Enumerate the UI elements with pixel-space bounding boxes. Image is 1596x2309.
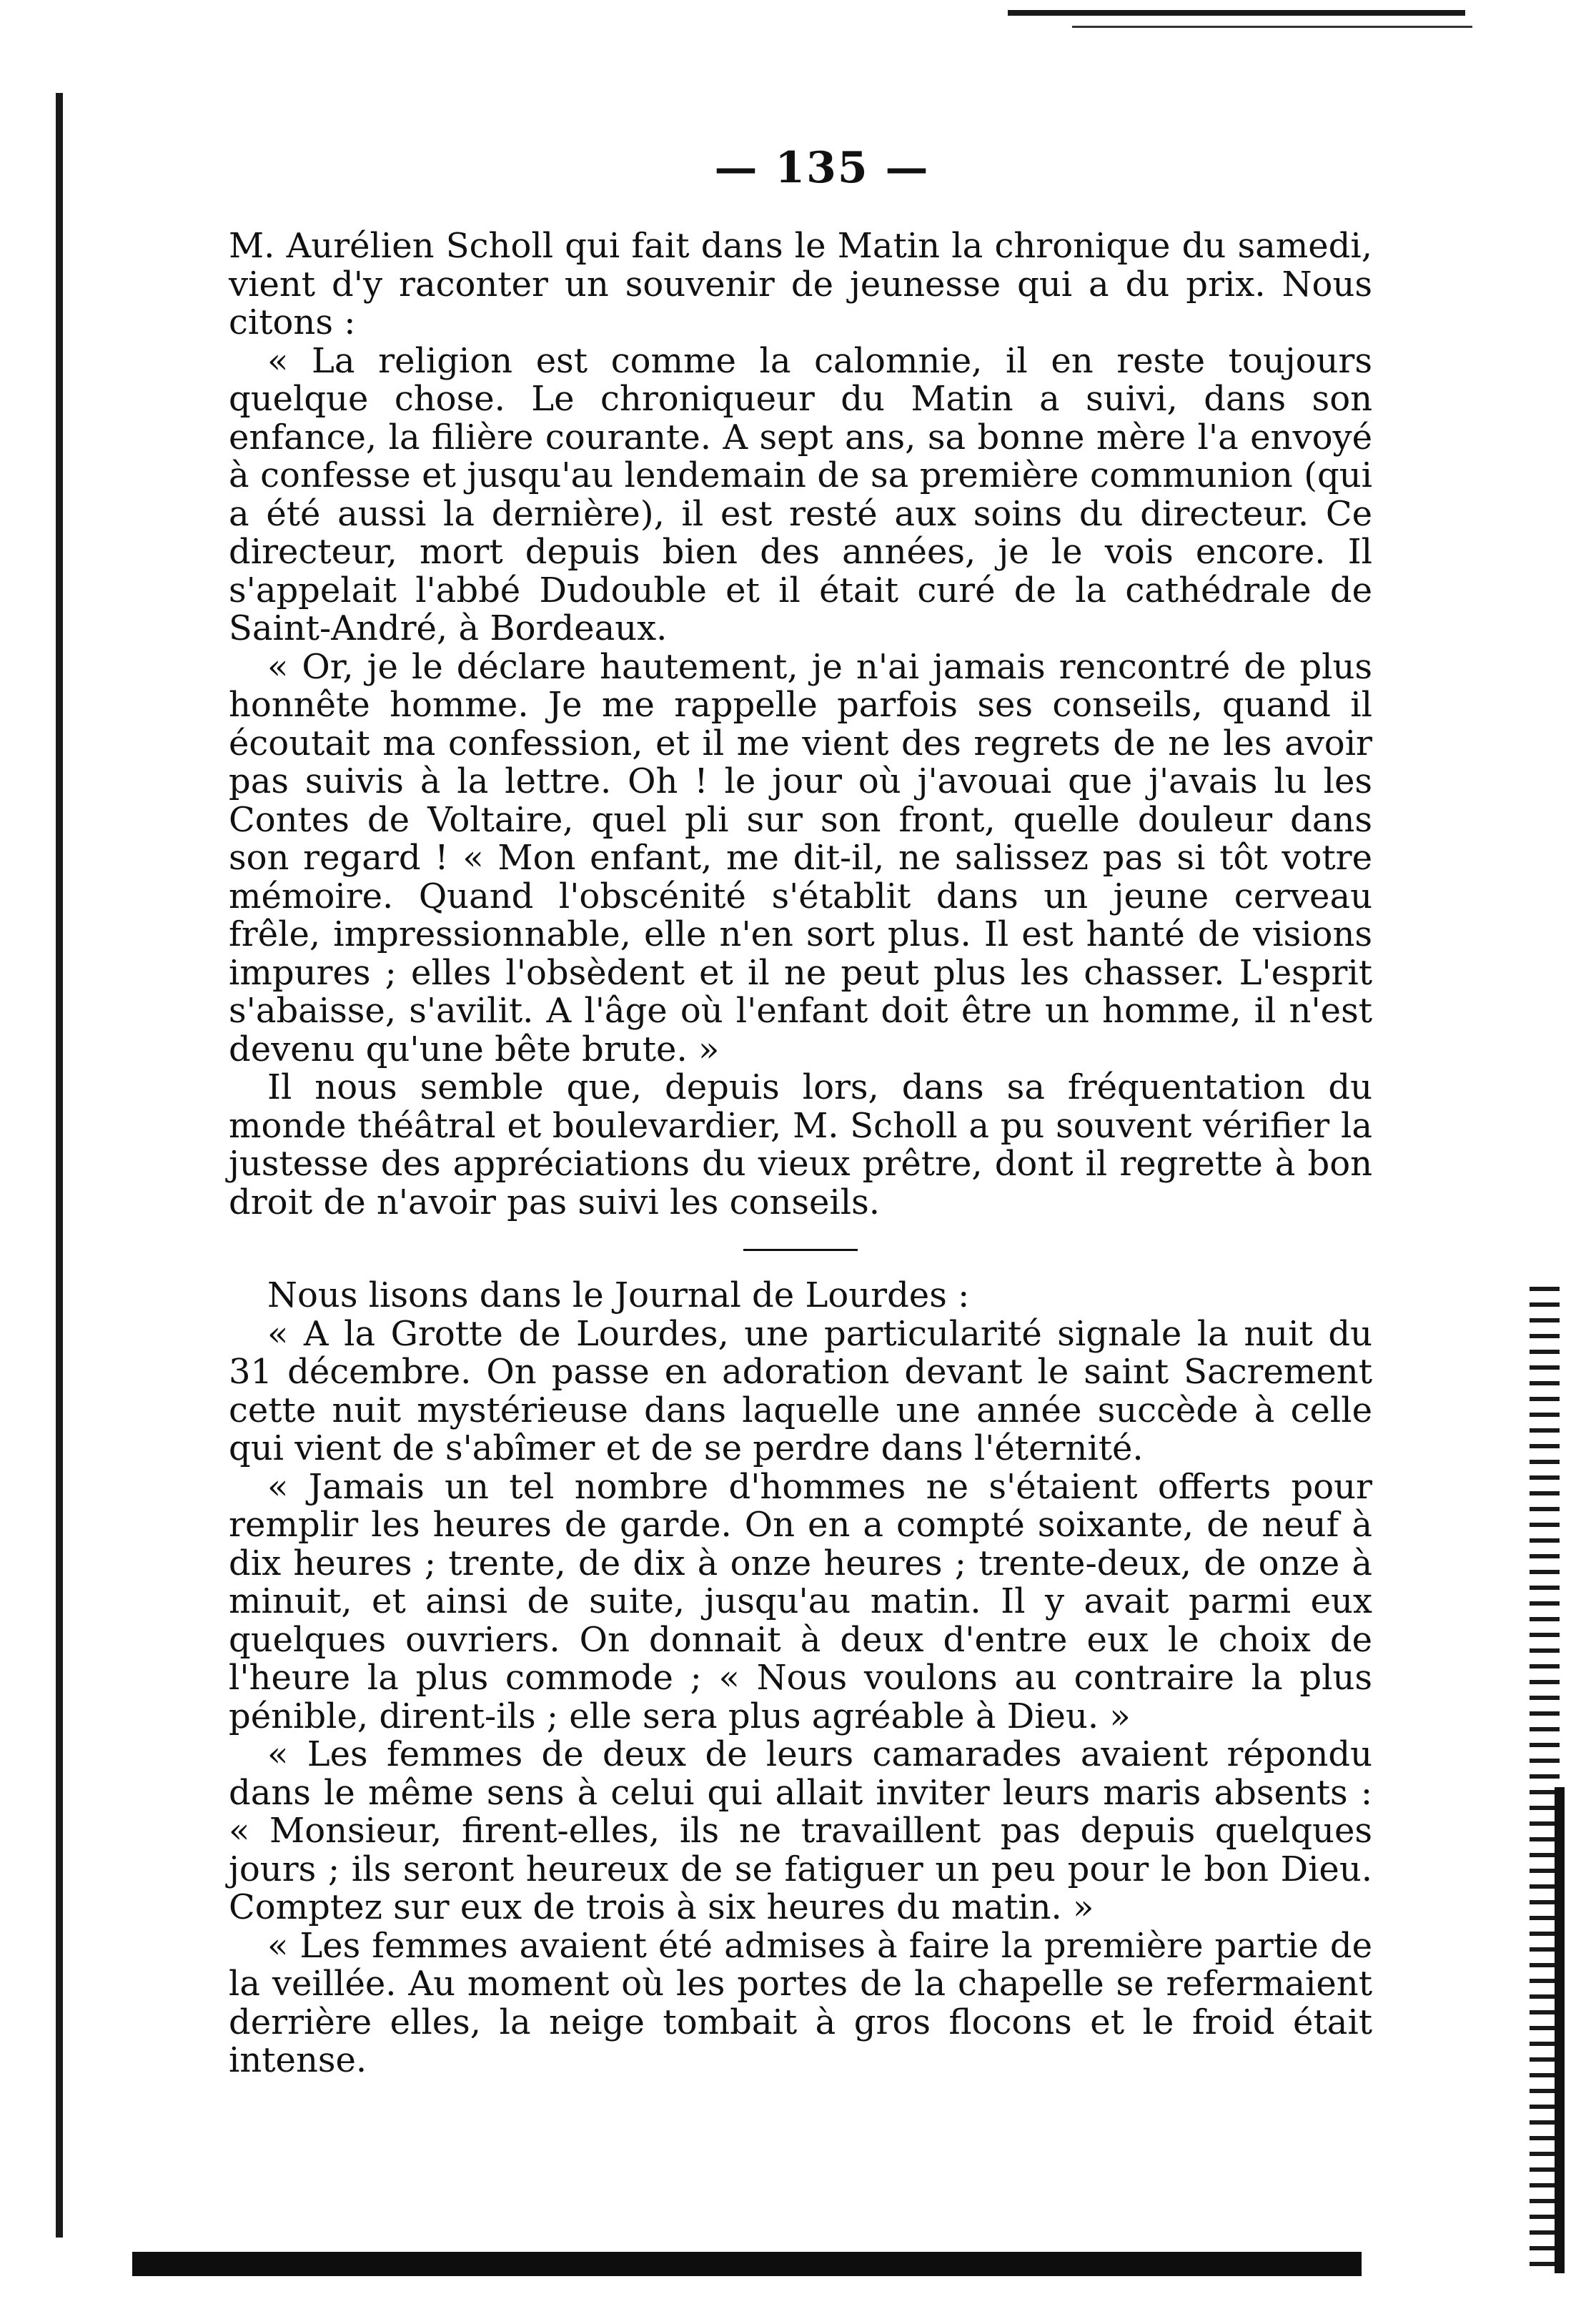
scan-top-rule [1008,10,1465,16]
paragraph: « Les femmes de deux de leurs camarades avaient répondu dans le même sens à celui qui allait inviter leurs maris absents : « Monsieur, firent-elles, ils ne travaillent pas depuis quelques jours ; ils seront heureux de se fatiguer un peu pour le bon Dieu. Comptez sur eux de trois à six heures du matin. » [229,1734,1372,1927]
paragraph: M. Aurélien Scholl qui fait dans le Matin la chronique du samedi, vient d'y raconter un souvenir de jeunesse qui a du prix. Nous citons : [229,226,1372,342]
scan-bottom-bar [132,2252,1362,2276]
paragraph: « A la Grotte de Lourdes, une particularité signale la nuit du 31 décembre. On passe en adoration devant le saint Sacrement cette nuit mystérieuse dans laquelle une année succède à celle qui vient de s'abîmer et de se perdre dans l'éternité. [229,1313,1372,1468]
paragraph: Nous lisons dans le Journal de Lourdes : [267,1275,970,1315]
scan-left-edge [56,93,63,2238]
paragraph: « La religion est comme la calomnie, il en reste toujours quelque chose. Le chroniqueur du Matin a suivi, dans son enfance, la filière courante. A sept ans, sa bonne mère l'a envoyé à confesse et jusqu'au lendemain de sa première communion (qui a été aussi la dernière), il est resté aux soins du directeur. Ce directeur, mort depuis bien des années, je le vois encore. Il s'appelait l'abbé Dudouble et il était curé de la cathédrale de Saint-André, à Bordeaux. [229,340,1372,648]
paragraph: Il nous semble que, depuis lors, dans sa fréquentation du monde théâtral et boulevardier, M. Scholl a pu souvent vérifier la justesse des appréciations du vieux prêtre, dont il regrette à bon droit de n'avoir pas suivi les conseils. [229,1067,1372,1222]
scan-right-bar [1555,1787,1565,2273]
section-divider [743,1249,858,1251]
paragraph: « Or, je le déclare hautement, je n'ai jamais rencontré de plus honnête homme. Je me rappelle parfois ses conseils, quand il écoutait ma confession, et il me vient des regrets de ne les avoir pas suivis à la lettre. Oh ! le jour où j'avouai que j'avais lu les Contes de Voltaire, quel pli sur son front, quelle douleur dans son regard ! « Mon enfant, me dit-il, ne salissez pas si tôt votre mémoire. Quand l'obscénité s'établit dans un jeune cerveau frêle, impressionnable, elle n'en sort plus. Il est hanté de visions impures ; elles l'obsèdent et il ne peut plus les chasser. L'esprit s'abaisse, s'avilit. A l'âge où l'enfant doit être un homme, il n'est devenu qu'une bête brute. » [229,646,1372,1069]
body-text [229,227,1372,2080]
paragraph: « Les femmes avaient été admises à faire la première partie de la veillée. Au moment où les portes de la chapelle se refermaient derrière elles, la neige tombait à gros flocons et le froid était intense. [229,1925,1372,2080]
paragraph: « Jamais un tel nombre d'hommes ne s'étaient offerts pour remplir les heures de garde. On en a compté soixante, de neuf à dix heures ; trente, de dix à onze heures ; trente-deux, de onze à minuit, et ainsi de suite, jusqu'au matin. Il y avait parmi eux quelques ouvriers. On donnait à deux d'entre eux le choix de l'heure la plus commode ; « Nous voulons au contraire la plus pénible, dirent-ils ; elle sera plus agréable à Dieu. » [229,1466,1372,1736]
scan-top-rule-thin [1072,26,1472,28]
page-number: — 135 — [714,143,930,193]
